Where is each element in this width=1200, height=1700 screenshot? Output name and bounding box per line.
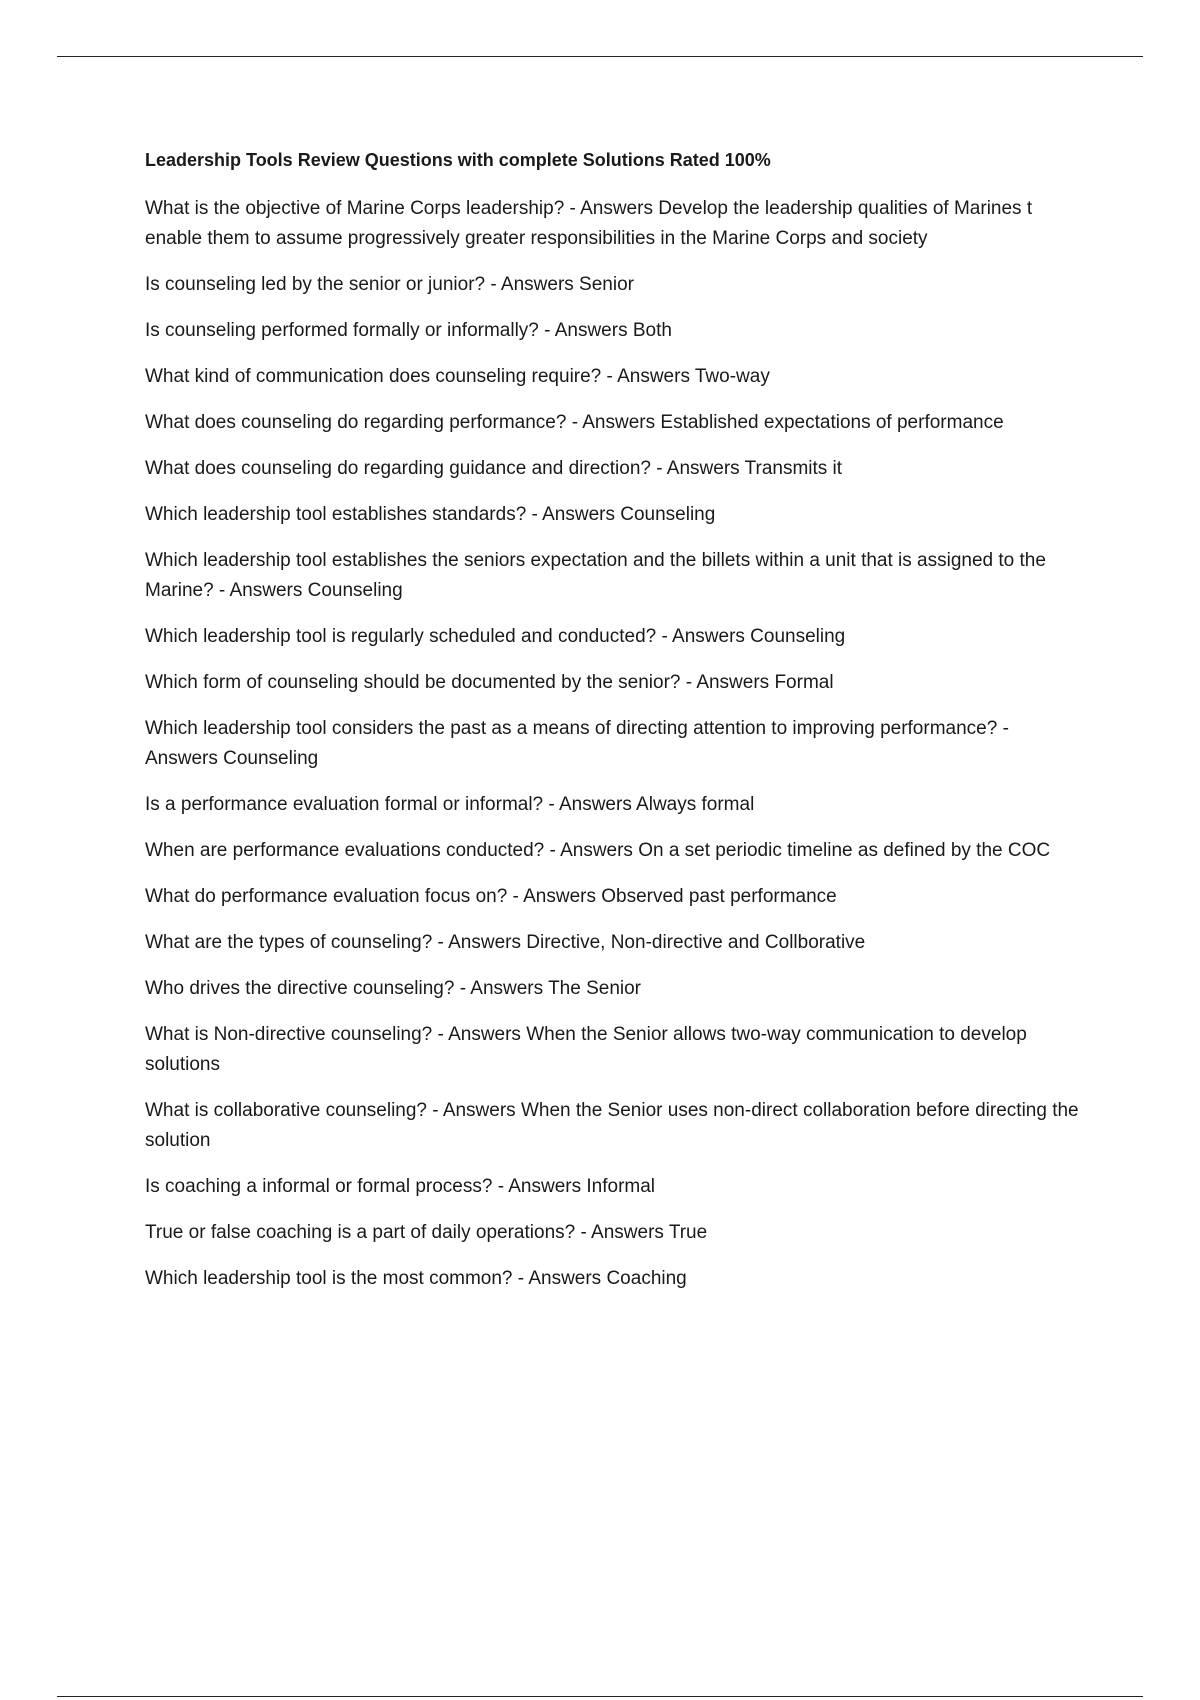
document-title: Leadership Tools Review Questions with complete Solutions Rated 100% xyxy=(145,150,771,170)
qa-item: What is Non-directive counseling? - Answers When the Senior allows two-way communication to develop solutions xyxy=(145,1024,1027,1075)
qa-list xyxy=(145,194,1085,1294)
qa-item: What are the types of counseling? - Answers Directive, Non-directive and Collborative xyxy=(145,932,866,953)
qa-item: Which leadership tool establishes the seniors expectation and the billets within a unit that is assigned to the Marine? - Answers Counseling xyxy=(145,550,1046,601)
qa-item: When are performance evaluations conducted? - Answers On a set periodic timeline as defined by the COC xyxy=(145,840,1051,861)
qa-item: True or false coaching is a part of daily operations? - Answers True xyxy=(145,1222,708,1243)
qa-item: Which leadership tool is the most common? - Answers Coaching xyxy=(145,1268,687,1289)
qa-item: Is counseling performed formally or informally? - Answers Both xyxy=(145,320,672,341)
qa-item: Which leadership tool considers the past as a means of directing attention to improving performance? - Answers Counseling xyxy=(145,718,1009,769)
qa-item: What do performance evaluation focus on? - Answers Observed past performance xyxy=(145,886,837,907)
qa-item: What does counseling do regarding guidance and direction? - Answers Transmits it xyxy=(145,458,843,479)
qa-item: Is coaching a informal or formal process? - Answers Informal xyxy=(145,1176,656,1197)
qa-item: Is a performance evaluation formal or informal? - Answers Always formal xyxy=(145,794,755,815)
qa-item: What does counseling do regarding performance? - Answers Established expectations of performance xyxy=(145,412,1004,433)
qa-item: What is collaborative counseling? - Answers When the Senior uses non-direct collaboration before directing the solution xyxy=(145,1100,1079,1151)
qa-item: What kind of communication does counseling require? - Answers Two-way xyxy=(145,366,770,387)
qa-item: Which form of counseling should be documented by the senior? - Answers Formal xyxy=(145,672,834,693)
document-body xyxy=(145,146,1085,1310)
qa-item: Which leadership tool is regularly scheduled and conducted? - Answers Counseling xyxy=(145,626,846,647)
qa-item: Who drives the directive counseling? - Answers The Senior xyxy=(145,978,642,999)
qa-item: Is counseling led by the senior or junior? - Answers Senior xyxy=(145,274,634,295)
header-rule xyxy=(57,56,1143,57)
qa-item: Which leadership tool establishes standards? - Answers Counseling xyxy=(145,504,716,525)
qa-item: What is the objective of Marine Corps leadership? - Answers Develop the leadership qualities of Marines t enable them to assume progressively greater responsibilities in the Marine Corps and society xyxy=(145,198,1033,249)
footer-rule xyxy=(57,1696,1143,1697)
